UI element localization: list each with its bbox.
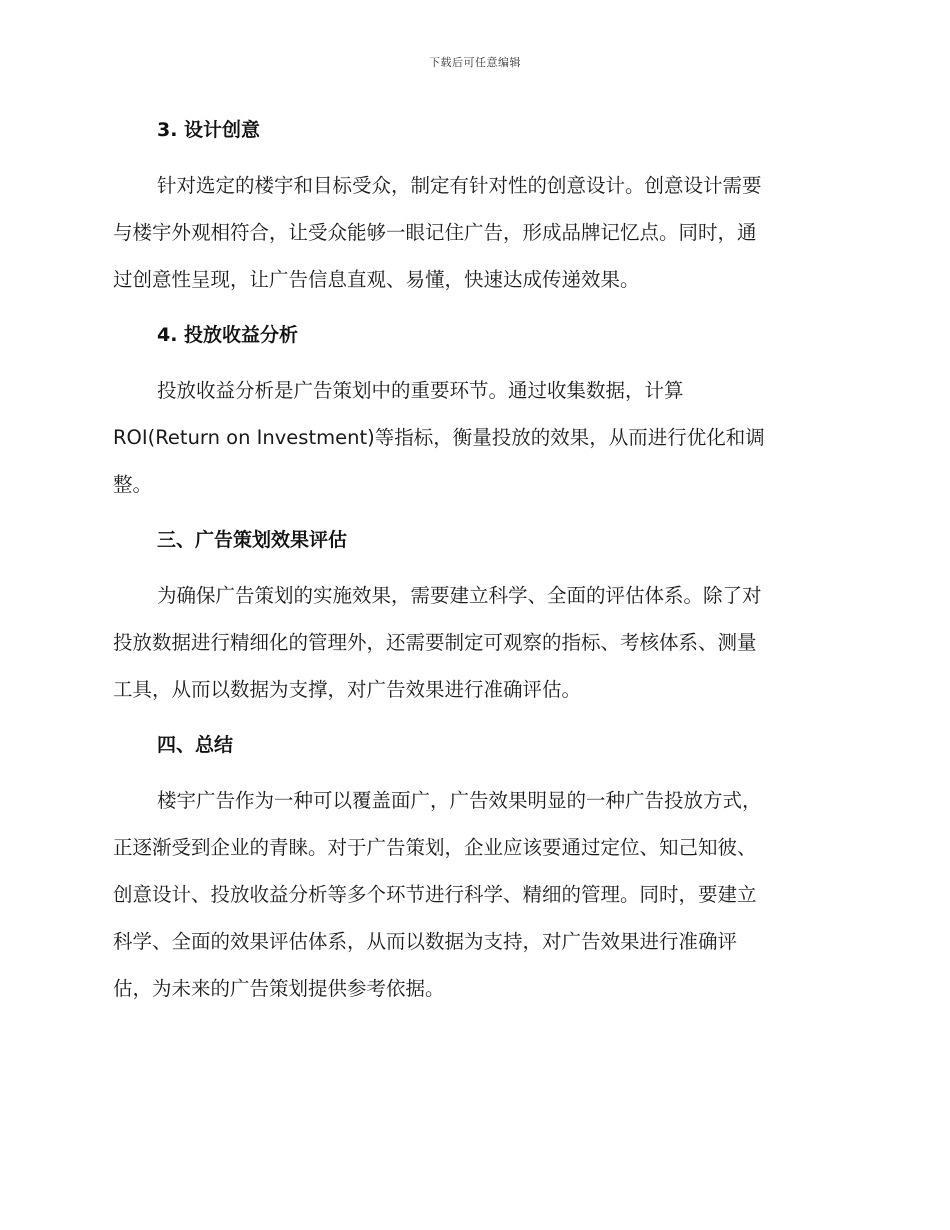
paragraph-line: 针对选定的楼宇和目标受众，制定有针对性的创意设计。创意设计需要 — [157, 174, 762, 197]
paragraph-line: 过创意性呈现，让广告信息直观、易懂，快速达成传递效果。 — [113, 268, 640, 291]
section-paragraph-design-creative — [113, 162, 833, 303]
section-paragraph-summary — [113, 777, 833, 1012]
paragraph-line: 整。 — [113, 473, 153, 496]
page-header: 下载后可任意编辑 — [429, 56, 521, 69]
paragraph-line: 创意设计、投放收益分析等多个环节进行科学、精细的管理。同时，要建立 — [113, 883, 757, 906]
paragraph-line: 科学、全面的效果评估体系，从而以数据为支持，对广告效果进行准确评 — [113, 930, 738, 953]
paragraph-line: 投放数据进行精细化的管理外，还需要制定可观察的指标、考核体系、测量 — [113, 631, 757, 654]
paragraph-line: 与楼宇外观相符合，让受众能够一眼记住广告，形成品牌记忆点。同时，通 — [113, 221, 757, 244]
paragraph-line: 楼宇广告作为一种可以覆盖面广，广告效果明显的一种广告投放方式， — [157, 789, 762, 812]
paragraph-line: ROI(Return on Investment)等指标，衡量投放的效果，从而进行优化和调 — [113, 426, 765, 449]
paragraph-line: 正逐渐受到企业的青睐。对于广告策划，企业应该要通过定位、知己知彼、 — [113, 836, 757, 859]
section-heading-roi-analysis: 4. 投放收益分析 — [157, 324, 299, 346]
section-heading-summary: 四、总结 — [157, 734, 234, 756]
paragraph-line: 为确保广告策划的实施效果，需要建立科学、全面的评估体系。除了对 — [157, 584, 762, 607]
section-heading-effect-evaluation: 三、广告策划效果评估 — [157, 529, 348, 551]
section-paragraph-roi-analysis — [113, 367, 833, 508]
document-body — [113, 112, 833, 1026]
section-paragraph-effect-evaluation — [113, 572, 833, 713]
paragraph-line: 估，为未来的广告策划提供参考依据。 — [113, 977, 445, 1000]
paragraph-line: 工具，从而以数据为支撑，对广告效果进行准确评估。 — [113, 678, 582, 701]
paragraph-line: 投放收益分析是广告策划中的重要环节。通过收集数据，计算 — [157, 379, 684, 402]
section-heading-design-creative: 3. 设计创意 — [157, 119, 261, 141]
